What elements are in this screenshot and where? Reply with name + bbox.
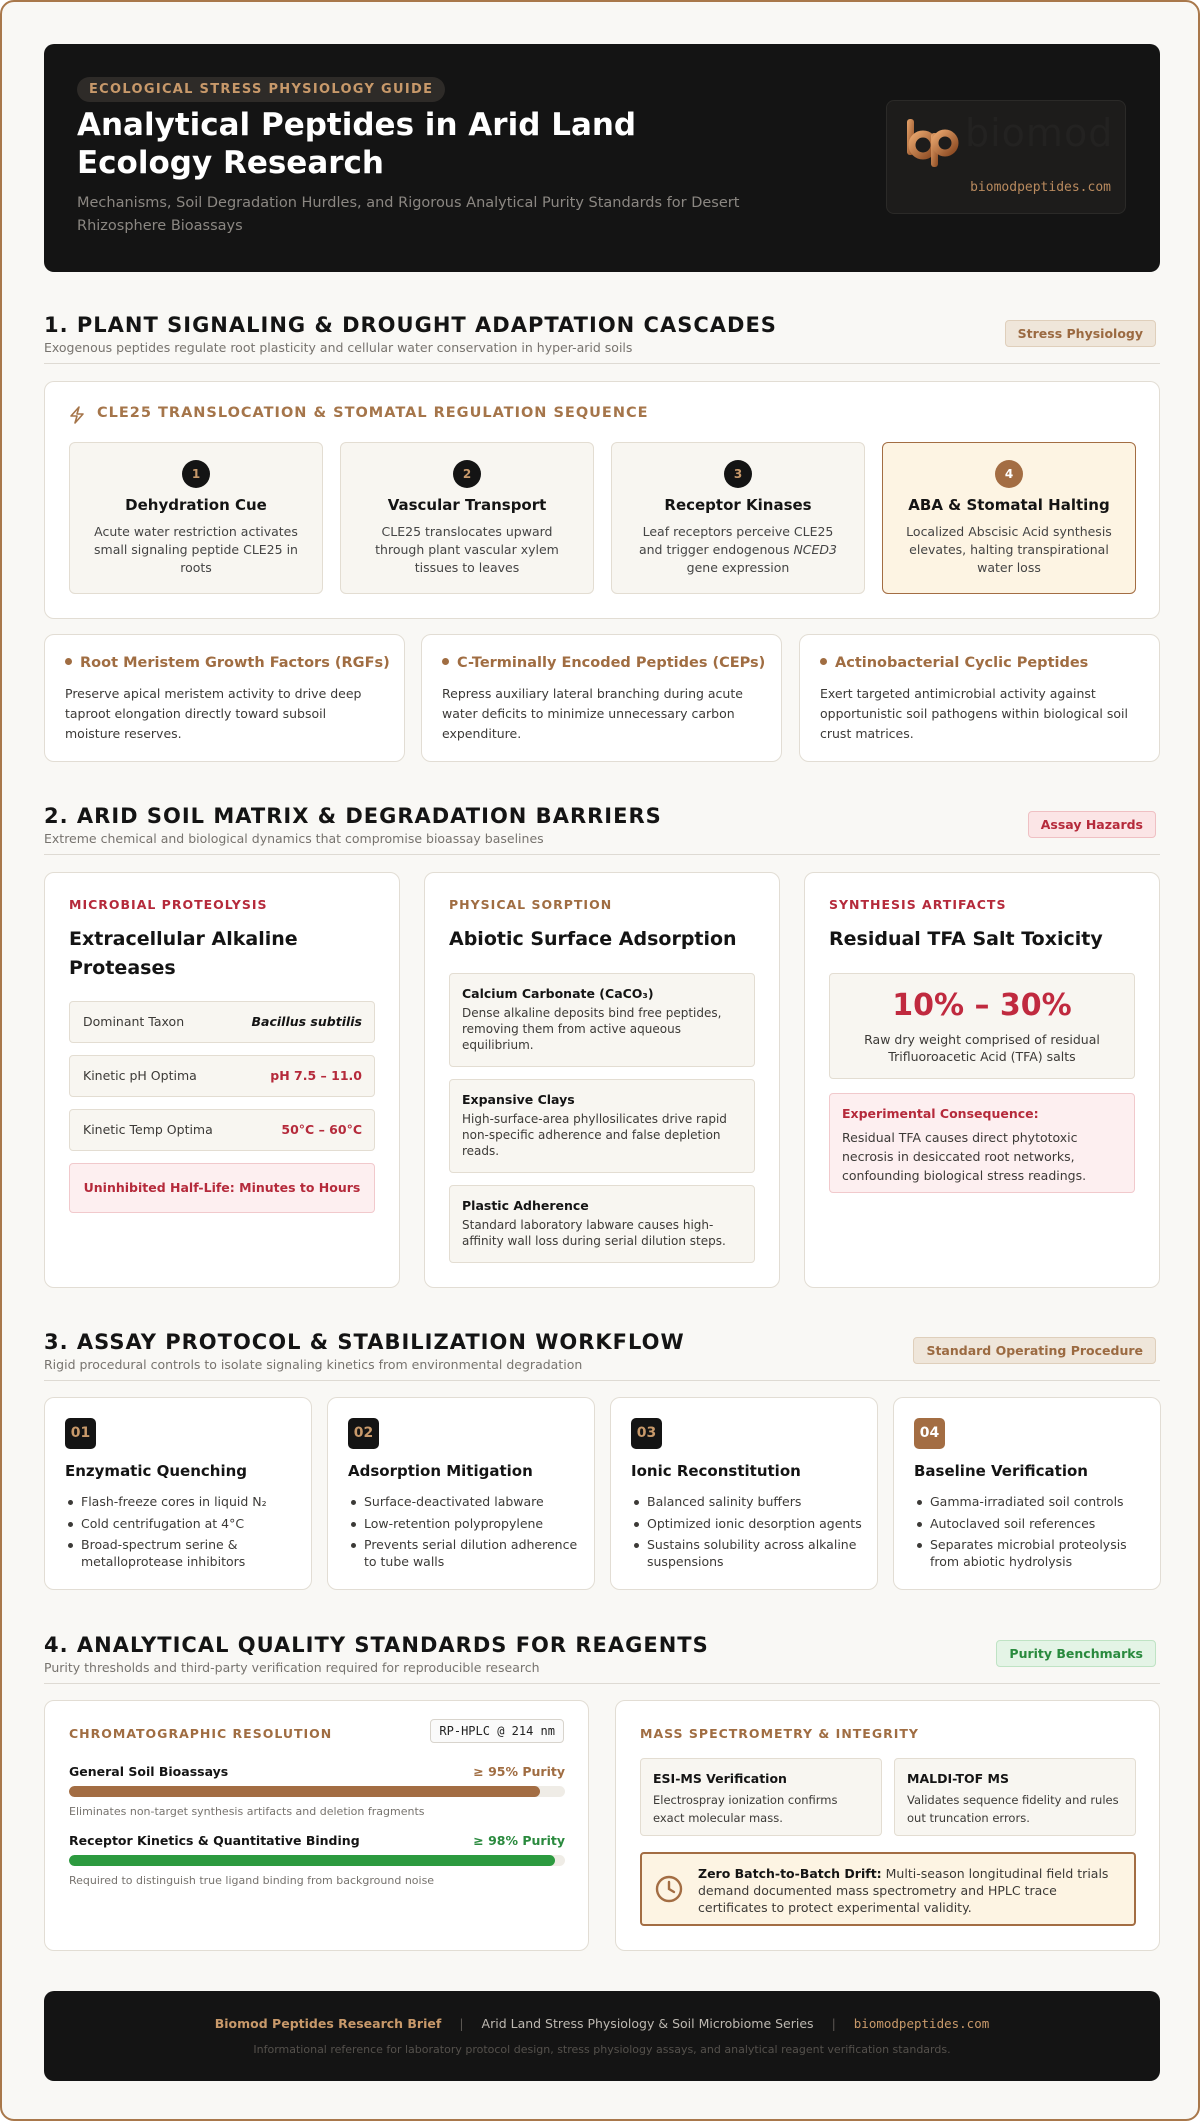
clock-icon xyxy=(654,1874,684,1904)
section-1-title: 1. PLANT SIGNALING & DROUGHT ADAPTATION CASCADES xyxy=(44,313,777,337)
info-card-title: Actinobacterial Cyclic Peptides xyxy=(820,655,1088,671)
tfa-caption: Raw dry weight comprised of residual Trifluoroacetic Acid (TFA) salts xyxy=(864,1032,1100,1064)
list-item: Optimized ionic desorption agents xyxy=(631,1516,863,1533)
sorption-card xyxy=(424,872,780,1288)
page-subtitle: Mechanisms, Soil Degradation Hurdles, and Rigorous Analytical Purity Standards for Desert Rhizosphere Bioassays xyxy=(77,195,740,234)
section-4-tag: Purity Benchmarks xyxy=(996,1640,1156,1667)
step-description xyxy=(634,523,842,577)
sorption-item-body: Standard laboratory labware causes high-affinity wall loss during serial dilution steps. xyxy=(462,1218,726,1248)
protocol-title: Enzymatic Quenching xyxy=(65,1462,248,1480)
chromatography-card xyxy=(44,1700,589,1951)
list-item: Prevents serial dilution adherence to tube walls xyxy=(348,1537,580,1570)
logo-wordmark: biomod xyxy=(965,111,1114,155)
card-title: Residual TFA Salt Toxicity xyxy=(829,928,1103,950)
batch-drift-title: Zero Batch-to-Batch Drift: xyxy=(698,1866,882,1881)
protocol-title: Ionic Reconstitution xyxy=(631,1462,801,1480)
protocol-card xyxy=(327,1397,595,1590)
sorption-item-title: Plastic Adherence xyxy=(462,1198,589,1213)
ms-method-body: Validates sequence fidelity and rules out truncation errors. xyxy=(907,1793,1119,1825)
section-divider xyxy=(44,1683,1160,1684)
section-3-tag: Standard Operating Procedure xyxy=(913,1337,1156,1364)
step-description: Localized Abscisic Acid synthesis elevates, halting transpirational water loss xyxy=(906,524,1112,575)
protocol-list xyxy=(914,1494,1146,1575)
info-card-title: C-Terminally Encoded Peptides (CEPs) xyxy=(442,655,765,671)
section-divider xyxy=(44,363,1160,364)
purity-value: ≥ 95% Purity xyxy=(473,1764,565,1779)
section-2-title: 2. ARID SOIL MATRIX & DEGRADATION BARRIERS xyxy=(44,804,662,828)
ms-method-body: Electrospray ionization confirms exact molecular mass. xyxy=(653,1793,838,1825)
kv-key: Dominant Taxon xyxy=(83,1014,185,1029)
mass-spec-card xyxy=(615,1700,1160,1951)
sorption-item-body: High-surface-area phyllosilicates drive rapid non-specific adherence and false depletion reads. xyxy=(462,1112,727,1158)
purity-fill xyxy=(69,1786,540,1797)
kv-row xyxy=(69,1109,375,1151)
section-4-title: 4. ANALYTICAL QUALITY STANDARDS FOR REAGENTS xyxy=(44,1633,709,1657)
ms-method-title: ESI-MS Verification xyxy=(653,1771,787,1786)
footer-line xyxy=(44,2016,1160,2031)
purity-note: Required to distinguish true ligand binding from background noise xyxy=(69,1874,435,1887)
protocol-list xyxy=(348,1494,580,1575)
list-item: Sustains solubility across alkaline suspensions xyxy=(631,1537,863,1570)
list-item: Cold centrifugation at 4°C xyxy=(65,1516,297,1533)
protocol-list xyxy=(65,1494,297,1575)
sequence-step xyxy=(69,442,323,594)
kv-row xyxy=(69,1001,375,1043)
sequence-step xyxy=(340,442,594,594)
consequence-body: Residual TFA causes direct phytotoxic necrosis in desiccated root networks, confounding biological stress readings. xyxy=(842,1130,1087,1183)
kv-key: Kinetic Temp Optima xyxy=(83,1122,213,1137)
method-badge: RP-HPLC @ 214 nm xyxy=(430,1719,564,1743)
sequence-step-active xyxy=(882,442,1136,594)
list-item: Balanced salinity buffers xyxy=(631,1494,863,1511)
card-title: Abiotic Surface Adsorption xyxy=(449,928,737,950)
list-item: Surface-deactivated labware xyxy=(348,1494,580,1511)
batch-drift-text xyxy=(698,1865,1120,1916)
protocol-step-badge: 02 xyxy=(348,1418,379,1449)
step-title: Dehydration Cue xyxy=(125,496,267,514)
step-title: ABA & Stomatal Halting xyxy=(908,496,1110,514)
footer-note: Informational reference for laboratory protocol design, stress physiology assays, and analytical reagent verification standards. xyxy=(253,2043,951,2056)
sorption-item xyxy=(449,973,755,1067)
section-4-subtitle: Purity thresholds and third-party verification required for reproducible research xyxy=(44,1660,540,1675)
purity-track xyxy=(69,1855,565,1866)
synthesis-card xyxy=(804,872,1160,1288)
bp-logo-icon xyxy=(901,113,959,171)
step-description-text: Leaf receptors perceive CLE25 and trigger endogenous xyxy=(638,524,834,557)
kv-value: pH 7.5 – 11.0 xyxy=(270,1068,362,1083)
purity-value: ≥ 98% Purity xyxy=(473,1833,565,1848)
sequence-step xyxy=(611,442,865,594)
list-item: Low-retention polypropylene xyxy=(348,1516,580,1533)
protocol-card xyxy=(610,1397,878,1590)
card-label: PHYSICAL SORPTION xyxy=(449,897,613,912)
step-number: 2 xyxy=(453,460,481,488)
section-3-title: 3. ASSAY PROTOCOL & STABILIZATION WORKFLOW xyxy=(44,1330,685,1354)
protocol-list xyxy=(631,1494,863,1575)
lightning-icon xyxy=(69,406,85,424)
protocol-card xyxy=(44,1397,312,1590)
gene-name: NCED3 xyxy=(793,542,838,557)
info-card-body: Preserve apical meristem activity to drive deep taproot elongation directly toward subsoil moisture reserves. xyxy=(65,686,362,741)
purity-label: General Soil Bioassays xyxy=(69,1764,229,1779)
step-description: CLE25 translocates upward through plant vascular xylem tissues to leaves xyxy=(375,524,559,575)
info-card-title: Root Meristem Growth Factors (RGFs) xyxy=(65,655,390,671)
step-description-text: gene expression xyxy=(686,560,790,575)
list-item: Flash-freeze cores in liquid N₂ xyxy=(65,1494,297,1511)
step-number: 1 xyxy=(182,460,210,488)
purity-note: Eliminates non-target synthesis artifacts and deletion fragments xyxy=(69,1805,425,1818)
footer-brand: Biomod Peptides Research Brief xyxy=(214,2016,442,2031)
info-card-body: Repress auxiliary lateral branching during acute water deficits to minimize unnecessary carbon expenditure. xyxy=(442,686,743,741)
footer xyxy=(44,1991,1160,2081)
kv-value: 50°C – 60°C xyxy=(281,1122,362,1137)
info-card xyxy=(421,634,782,762)
card-title: Extracellular Alkaline Proteases xyxy=(69,928,298,979)
sequence-title: CLE25 TRANSLOCATION & STOMATAL REGULATION SEQUENCE xyxy=(97,405,649,421)
card-label: SYNTHESIS ARTIFACTS xyxy=(829,897,1007,912)
sorption-item-body: Dense alkaline deposits bind free peptides, removing them from active aqueous equilibrium. xyxy=(462,1006,722,1052)
purity-label: Receptor Kinetics & Quantitative Binding xyxy=(69,1833,360,1848)
proteolysis-card xyxy=(44,872,400,1288)
list-item: Autoclaved soil references xyxy=(914,1516,1146,1533)
sorption-item xyxy=(449,1079,755,1173)
logo-url: biomodpeptides.com xyxy=(970,180,1111,195)
purity-track xyxy=(69,1786,565,1797)
protocol-step-badge: 03 xyxy=(631,1418,662,1449)
footer-separator: | xyxy=(459,2016,464,2031)
info-card-body: Exert targeted antimicrobial activity against opportunistic soil pathogens within biological soil crust matrices. xyxy=(820,686,1128,741)
half-life-alert: Uninhibited Half-Life: Minutes to Hours xyxy=(69,1163,375,1213)
footer-separator: | xyxy=(831,2016,836,2031)
card-label: MASS SPECTROMETRY & INTEGRITY xyxy=(640,1726,919,1741)
batch-drift-callout xyxy=(640,1852,1136,1926)
footer-url[interactable]: biomodpeptides.com xyxy=(853,2016,990,2031)
sorption-item-title: Expansive Clays xyxy=(462,1092,575,1107)
logo-panel xyxy=(886,100,1126,214)
ms-method xyxy=(894,1758,1136,1836)
step-number: 4 xyxy=(995,460,1023,488)
sequence-card xyxy=(44,381,1160,619)
section-2-tag: Assay Hazards xyxy=(1028,811,1156,838)
section-divider xyxy=(44,854,1160,855)
ms-method xyxy=(640,1758,882,1836)
protocol-title: Baseline Verification xyxy=(914,1462,1088,1480)
kv-key: Kinetic pH Optima xyxy=(83,1068,197,1083)
batch-drift-body: Multi-season longitudinal field trials demand documented mass spectrometry and HPLC trace certificates to protect experimental validity. xyxy=(698,1866,1109,1915)
step-number: 3 xyxy=(724,460,752,488)
kv-value: Bacillus subtilis xyxy=(251,1014,362,1029)
info-card xyxy=(799,634,1160,762)
section-2-subtitle: Extreme chemical and biological dynamics that compromise bioassay baselines xyxy=(44,831,544,846)
list-item: Separates microbial proteolysis from abiotic hydrolysis xyxy=(914,1537,1146,1570)
eyebrow-pill: ECOLOGICAL STRESS PHYSIOLOGY GUIDE xyxy=(77,77,445,102)
card-label: MICROBIAL PROTEOLYSIS xyxy=(69,897,268,912)
ms-method-title: MALDI-TOF MS xyxy=(907,1771,1009,1786)
hero-banner xyxy=(44,44,1160,272)
tfa-stat-box xyxy=(829,973,1135,1079)
sorption-item-title: Calcium Carbonate (CaCO₃) xyxy=(462,986,654,1001)
list-item: Broad-spectrum serine & metalloprotease inhibitors xyxy=(65,1537,297,1570)
consequence-title: Experimental Consequence: xyxy=(842,1106,1039,1121)
section-3-subtitle: Rigid procedural controls to isolate signaling kinetics from environmental degradation xyxy=(44,1357,583,1372)
protocol-title: Adsorption Mitigation xyxy=(348,1462,533,1480)
list-item: Gamma-irradiated soil controls xyxy=(914,1494,1146,1511)
step-title: Vascular Transport xyxy=(387,496,547,514)
tfa-range: 10% – 30% xyxy=(892,988,1072,1023)
section-divider xyxy=(44,1380,1160,1381)
protocol-card xyxy=(893,1397,1161,1590)
kv-row xyxy=(69,1055,375,1097)
protocol-step-badge: 01 xyxy=(65,1418,96,1449)
protocol-step-badge: 04 xyxy=(914,1418,945,1449)
card-label: CHROMATOGRAPHIC RESOLUTION xyxy=(69,1726,333,1741)
consequence-alert xyxy=(829,1093,1135,1193)
purity-fill xyxy=(69,1855,555,1866)
info-card xyxy=(44,634,405,762)
sorption-item xyxy=(449,1185,755,1263)
section-1-tag: Stress Physiology xyxy=(1005,320,1156,347)
step-description: Acute water restriction activates small signaling peptide CLE25 in roots xyxy=(94,524,298,575)
page-title: Analytical Peptides in Arid Land Ecology Research xyxy=(77,107,637,181)
step-title: Receptor Kinases xyxy=(664,496,812,514)
section-1-subtitle: Exogenous peptides regulate root plasticity and cellular water conservation in hyper-arid soils xyxy=(44,340,633,355)
footer-series: Arid Land Stress Physiology & Soil Microbiome Series xyxy=(481,2016,814,2031)
